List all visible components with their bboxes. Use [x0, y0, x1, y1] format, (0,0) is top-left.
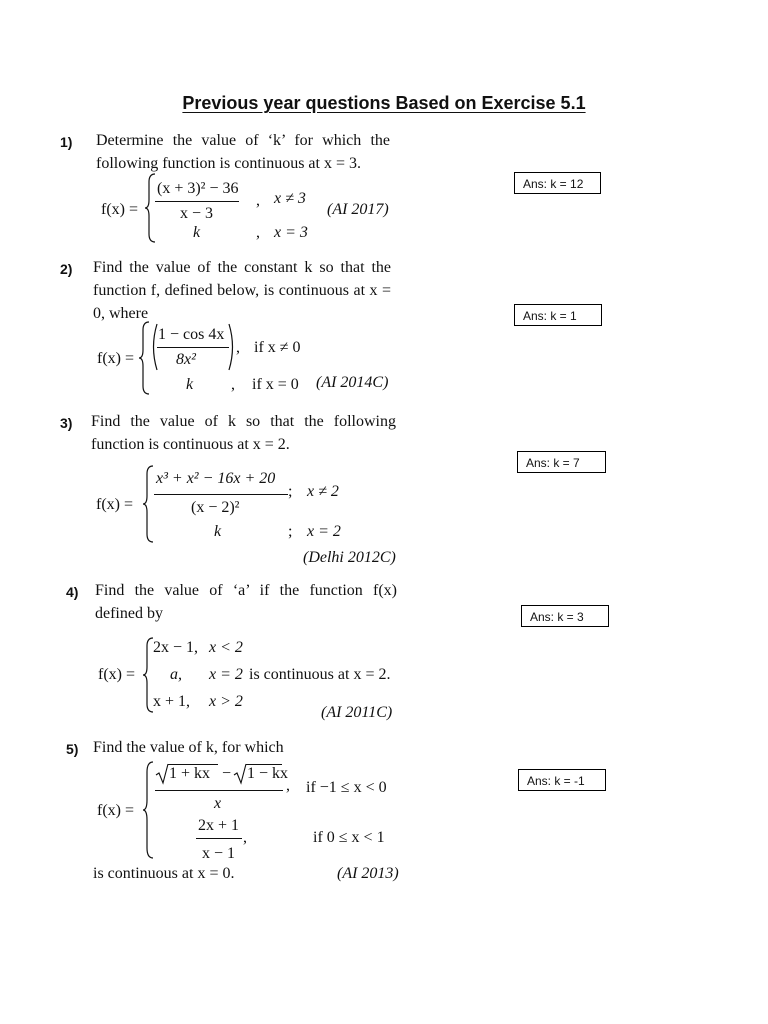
case2-separator: , — [231, 376, 235, 393]
source-reference: (AI 2011C) — [321, 704, 393, 721]
case1-separator: , — [236, 339, 240, 356]
case2-condition: x = 2 — [307, 523, 341, 540]
source-reference: (AI 2017) — [327, 201, 389, 218]
question-text: Find the value of k, for which — [93, 739, 284, 756]
fraction-bar — [155, 201, 239, 202]
case1-numerator: (x + 3)² − 36 — [157, 180, 239, 197]
square-root-icon — [233, 763, 247, 785]
source-reference: (AI 2014C) — [316, 374, 389, 391]
left-brace-icon — [143, 172, 157, 244]
case2-condition: if x = 0 — [252, 376, 299, 393]
case2-expression: k — [214, 523, 222, 540]
case1-condition: if −1 ≤ x < 0 — [306, 779, 387, 796]
case1-separator: , — [256, 192, 260, 209]
case1-condition: x ≠ 3 — [274, 190, 306, 207]
case1-expression: 2x − 1, — [153, 639, 199, 656]
answer-box: Ans: k = 1 — [514, 304, 602, 326]
question-number: 2) — [60, 261, 73, 277]
case2-condition: x = 3 — [274, 224, 308, 241]
function-label: f(x) = — [97, 802, 135, 819]
function-label: f(x) = — [96, 496, 134, 513]
question-text: Find the value of the constant k so that the function f, defined below, is continuous at x = 0, where — [93, 259, 391, 322]
case2-separator: ; — [288, 523, 293, 540]
case1-numerator: x³ + x² − 16x + 20 — [156, 470, 276, 487]
case2-condition: if 0 ≤ x < 1 — [313, 829, 385, 846]
question-text: Find the value of ‘a’ if the function f(x) defined by — [95, 582, 397, 622]
case1-denominator: 8x² — [176, 351, 196, 368]
answer-box: Ans: k = 7 — [517, 451, 606, 473]
question-number: 1) — [60, 134, 73, 150]
question-text: Determine the value of ‘k’ for which the following function is continuous at x = 3. — [96, 132, 390, 172]
left-brace-icon — [141, 760, 155, 860]
case1-numerator: 1 − cos 4x — [158, 326, 225, 343]
question-number: 4) — [66, 584, 79, 600]
page-title: Previous year questions Based on Exercise 5.1 — [182, 93, 586, 113]
case2-expression: k — [186, 376, 194, 393]
fraction-bar — [154, 494, 288, 495]
case1-denominator: x — [214, 795, 222, 812]
fraction-bar — [157, 347, 229, 348]
case2-expression: k — [193, 224, 201, 241]
case1-radicand-b: 1 − kx — [247, 765, 289, 782]
source-reference: (Delhi 2012C) — [303, 549, 396, 566]
function-label: f(x) = — [97, 350, 135, 367]
case3-expression: x + 1, — [153, 693, 191, 710]
case2-condition: x = 2 — [209, 666, 243, 683]
question-text: Find the value of k so that the following function is continuous at x = 2. — [91, 413, 396, 453]
case1-condition: x ≠ 2 — [307, 483, 339, 500]
answer-box: Ans: k = 3 — [521, 605, 609, 627]
case3-condition: x > 2 — [209, 693, 243, 710]
continuity-statement: is continuous at x = 2. — [249, 666, 391, 683]
case1-radicand-a: 1 + kx — [169, 765, 211, 782]
case2-denominator: x − 1 — [202, 845, 236, 862]
case1-condition: x < 2 — [209, 639, 243, 656]
case2-numerator: 2x + 1 — [198, 817, 240, 834]
continuity-statement: is continuous at x = 0. — [93, 865, 235, 882]
case1-minus: − — [222, 765, 232, 782]
case1-denominator: (x − 2)² — [191, 499, 240, 516]
function-label: f(x) = — [98, 666, 136, 683]
case1-condition: if x ≠ 0 — [254, 339, 301, 356]
case2-separator: , — [256, 224, 260, 241]
case2-separator: , — [243, 829, 247, 846]
fraction-bar — [196, 838, 242, 839]
source-reference: (AI 2013) — [337, 865, 399, 882]
fraction-bar — [155, 790, 283, 791]
answer-box: Ans: k = -1 — [518, 769, 606, 791]
case1-separator: , — [286, 777, 290, 794]
square-root-icon — [155, 763, 169, 785]
case1-separator: ; — [288, 483, 293, 500]
answer-box: Ans: k = 12 — [514, 172, 601, 194]
case1-denominator: x − 3 — [180, 205, 214, 222]
left-brace-icon — [141, 464, 155, 544]
question-number: 3) — [60, 415, 73, 431]
case2-expression: a, — [170, 666, 182, 683]
function-label: f(x) = — [101, 201, 139, 218]
question-number: 5) — [66, 741, 79, 757]
